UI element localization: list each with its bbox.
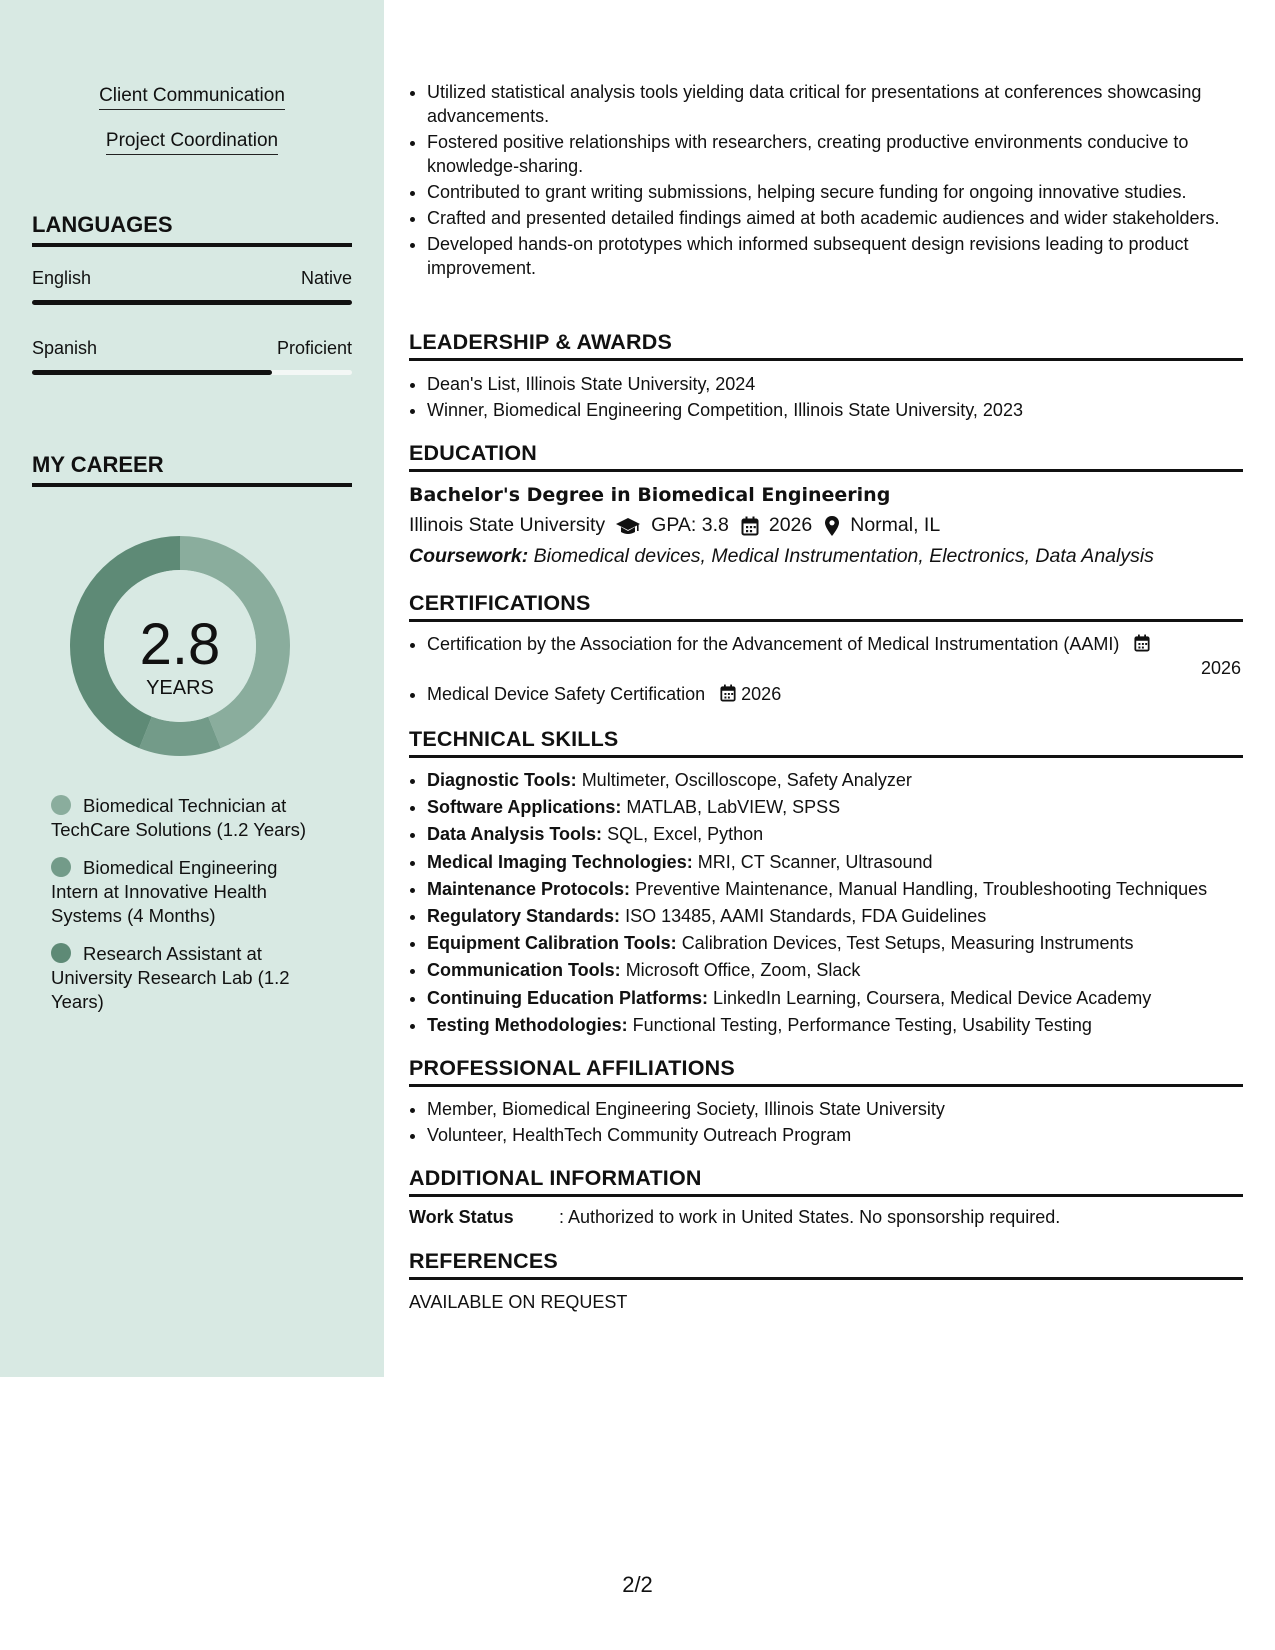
skill-category: Diagnostic Tools:	[427, 770, 577, 790]
list-item: • Dean's List, Illinois State University, 2024	[427, 372, 1261, 396]
skill-category: Equipment Calibration Tools:	[427, 933, 677, 954]
list-item	[427, 632, 1261, 680]
graduation-cap-icon	[615, 516, 641, 536]
list-item: • Member, Biomedical Engineering Society, Illinois State University	[427, 1097, 1261, 1121]
affiliations-heading: PROFESSIONAL AFFILIATIONS	[409, 1056, 1243, 1087]
skill-category: Regulatory Standards:	[427, 905, 621, 926]
legend-dot	[51, 795, 71, 815]
list-item	[427, 795, 1261, 819]
additional-info-heading: ADDITIONAL INFORMATION	[409, 1166, 1243, 1197]
skill-tag: Project Coordination	[0, 130, 384, 155]
language-bar	[32, 370, 352, 375]
skill-values: Functional Testing, Performance Testing, Usability Testing	[632, 1014, 1092, 1035]
language-row	[32, 338, 352, 359]
skill-category: Maintenance Protocols:	[427, 878, 631, 899]
list-item: • Utilized statistical analysis tools yielding data critical for presentations at conferences showcasing advancements.	[427, 80, 1261, 128]
technical-skills-list	[409, 768, 1261, 1037]
career-item: Biomedical Engineering Intern at Innovative Health Systems (4 Months)	[51, 857, 278, 926]
list-item	[427, 768, 1261, 792]
location-pin-icon	[824, 515, 840, 537]
language-name: Spanish	[32, 338, 98, 358]
experience-bullets	[409, 80, 1261, 280]
skill-values: MATLAB, LabVIEW, SPSS	[626, 797, 841, 818]
certifications-list	[409, 632, 1261, 706]
degree-title: Bachelor's Degree in Biomedical Engineering	[409, 484, 891, 506]
list-item	[427, 986, 1261, 1010]
education-meta	[409, 514, 1243, 537]
career-heading: MY CAREER	[32, 452, 352, 487]
list-item: • Winner, Biomedical Engineering Competition, Illinois State University, 2023	[427, 398, 1261, 422]
leadership-list	[409, 372, 1261, 422]
certification-year: 2026	[741, 684, 782, 704]
list-item	[427, 682, 1261, 706]
coursework-label: Coursework:	[409, 545, 529, 567]
list-item	[427, 850, 1261, 874]
school-location: Normal, IL	[850, 514, 941, 536]
skill-category: Medical Imaging Technologies:	[427, 851, 693, 872]
references-heading: REFERENCES	[409, 1249, 1243, 1280]
page-number: 2/2	[622, 1572, 653, 1597]
leadership-heading: LEADERSHIP & AWARDS	[409, 330, 1243, 361]
list-item: • Fostered positive relationships with researchers, creating productive environments conducive to knowledge-sharing.	[427, 130, 1261, 178]
skill-tag: Client Communication	[0, 85, 384, 110]
school-name: Illinois State University	[409, 514, 606, 536]
work-status-label: Work Status	[409, 1207, 514, 1227]
skill-values: Multimeter, Oscilloscope, Safety Analyzer	[581, 770, 912, 790]
gpa: GPA: 3.8	[651, 514, 729, 536]
language-bar	[32, 300, 352, 305]
language-bar-fill	[32, 300, 352, 305]
list-item	[427, 904, 1261, 928]
donut-segment-2	[139, 717, 221, 756]
coursework-text: Biomedical devices, Medical Instrumentation, Electronics, Data Analysis	[533, 545, 1154, 567]
language-bar-fill	[32, 370, 272, 375]
career-total-unit: YEARS	[146, 677, 214, 699]
languages-heading: LANGUAGES	[32, 212, 352, 247]
career-item: Biomedical Technician at TechCare Solutions (1.2 Years)	[51, 795, 307, 840]
certifications-heading: CERTIFICATIONS	[409, 591, 1243, 622]
list-item	[427, 877, 1261, 901]
skill-values: MRI, CT Scanner, Ultrasound	[697, 851, 933, 872]
calendar-icon	[741, 516, 759, 536]
legend-dot	[51, 943, 71, 963]
graduation-year: 2026	[768, 514, 813, 536]
list-item	[427, 1013, 1261, 1037]
list-item: • Crafted and presented detailed findings aimed at both academic audiences and wider stakeholders.	[427, 206, 1261, 230]
skill-values: LinkedIn Learning, Coursera, Medical Device Academy	[713, 987, 1152, 1008]
certification-name: Certification by the Association for the Advancement of Medical Instrumentation (AAMI)	[427, 634, 1120, 654]
skill-values: ISO 13485, AAMI Standards, FDA Guidelines	[625, 905, 987, 926]
affiliations-list	[409, 1097, 1261, 1147]
career-total-value: 2.8	[139, 612, 221, 677]
list-item: • Volunteer, HealthTech Community Outreach Program	[427, 1123, 1261, 1147]
skill-values: Calibration Devices, Test Setups, Measuring Instruments	[681, 933, 1134, 954]
list-item: • Developed hands-on prototypes which informed subsequent design revisions leading to product improvement.	[427, 232, 1261, 280]
work-status-value: : Authorized to work in United States. No sponsorship required.	[559, 1207, 1061, 1227]
language-row	[32, 268, 352, 289]
legend-dot	[51, 857, 71, 877]
skill-values: Microsoft Office, Zoom, Slack	[625, 960, 861, 981]
education-heading: EDUCATION	[409, 441, 1243, 472]
skill-category: Continuing Education Platforms:	[427, 987, 708, 1008]
technical-skills-heading: TECHNICAL SKILLS	[409, 727, 1243, 758]
skill-values: Preventive Maintenance, Manual Handling, Troubleshooting Techniques	[635, 878, 1208, 899]
language-name: English	[32, 268, 92, 288]
calendar-icon	[1134, 634, 1150, 652]
calendar-icon	[720, 684, 736, 702]
language-level: Proficient	[276, 338, 352, 358]
skill-category: Testing Methodologies:	[427, 1014, 628, 1035]
language-level: Native	[300, 268, 352, 288]
certification-name: Medical Device Safety Certification	[427, 684, 706, 704]
skill-category: Communication Tools:	[427, 960, 621, 981]
work-status-row	[409, 1207, 1243, 1228]
career-item: Research Assistant at University Research Lab (1.2 Years)	[51, 943, 290, 1012]
skill-category: Data Analysis Tools:	[427, 824, 603, 845]
references-text: AVAILABLE ON REQUEST	[409, 1292, 628, 1312]
list-item: • Contributed to grant writing submissions, helping secure funding for ongoing innovative studies.	[427, 180, 1261, 204]
sidebar	[0, 0, 384, 1377]
certification-year: 2026	[1200, 658, 1241, 678]
list-item	[427, 931, 1261, 955]
coursework	[409, 545, 1243, 568]
skill-values: SQL, Excel, Python	[607, 824, 764, 845]
list-item	[427, 822, 1261, 846]
list-item	[427, 958, 1261, 982]
career-donut-chart	[62, 528, 302, 768]
skill-category: Software Applications:	[427, 797, 622, 818]
